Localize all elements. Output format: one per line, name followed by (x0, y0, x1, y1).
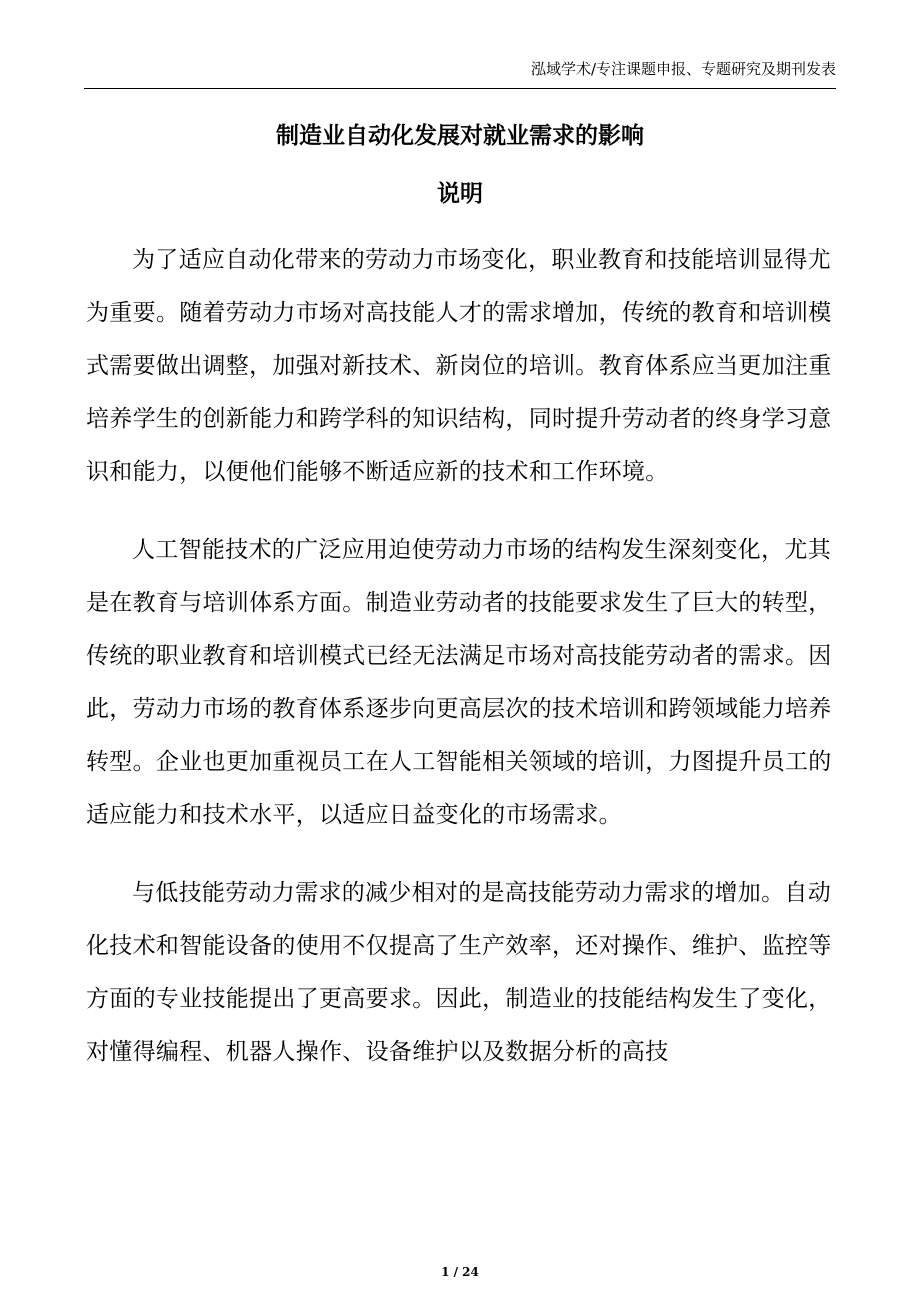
document-body (86, 234, 838, 1104)
page-number: 1 / 24 (441, 1265, 479, 1279)
page-header: 泓域学术/专注课题申报、专题研究及期刊发表 (530, 60, 836, 78)
document-subtitle: 说明 (437, 181, 483, 207)
paragraph: 与低技能劳动力需求的减少相对的是高技能劳动力需求的增加。自动化技术和智能设备的使用不仅提高了生产效率，还对操作、维护、监控等方面的专业技能提出了更高要求。因此，制造业的技能结构发生了变化，对懂得编程、机器人操作、设备维护以及数据分析的高技 (86, 880, 832, 1065)
paragraph: 人工智能技术的广泛应用迫使劳动力市场的结构发生深刻变化，尤其是在教育与培训体系方面。制造业劳动者的技能要求发生了巨大的转型，传统的职业教育和培训模式已经无法满足市场对高技能劳动者的需求。因此，劳动力市场的教育体系逐步向更高层次的技术培训和跨领域能力培养转型。企业也更加重视员工在人工智能相关领域的培训，力图提升员工的适应能力和技术水平，以适应日益变化的市场需求。 (86, 537, 832, 828)
document-title: 制造业自动化发展对就业需求的影响 (276, 123, 644, 149)
header-divider (84, 88, 836, 89)
paragraph: 为了适应自动化带来的劳动力市场变化，职业教育和技能培训显得尤为重要。随着劳动力市场对高技能人才的需求增加，传统的教育和培训模式需要做出调整，加强对新技术、新岗位的培训。教育体系应当更加注重培养学生的创新能力和跨学科的知识结构，同时提升劳动者的终身学习意识和能力，以便他们能够不断适应新的技术和工作环境。 (86, 247, 832, 485)
